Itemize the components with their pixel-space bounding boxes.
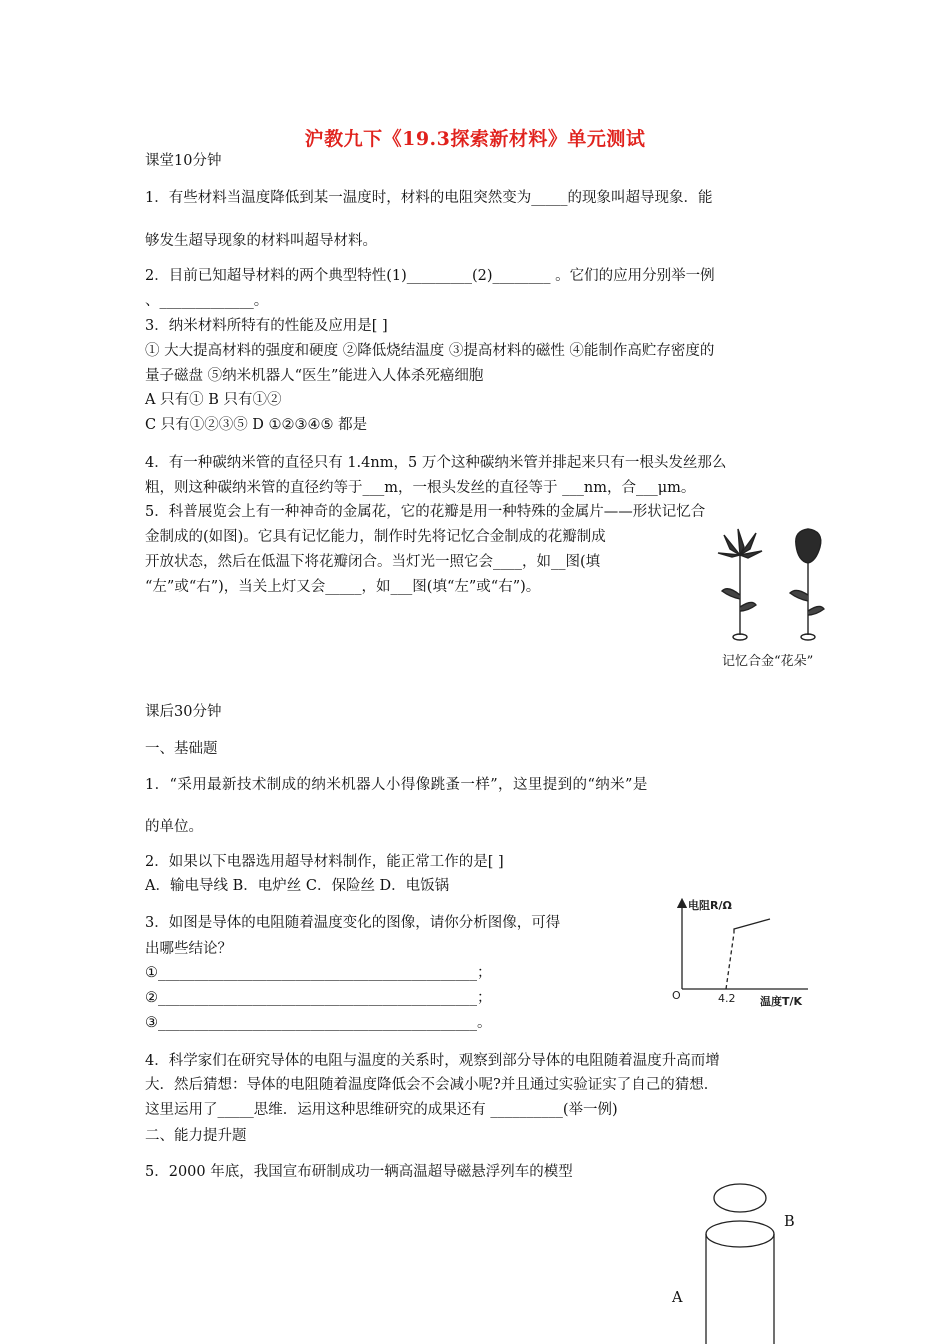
- question-5-line-2: 金制成的(如图)。它具有记忆能力，制作时先将记忆合金制成的花瓣制成: [145, 529, 606, 545]
- graph-y-label: 电阻R/Ω: [688, 899, 732, 912]
- answer-blank-1: ①____________________________________________；: [145, 965, 492, 981]
- question-3-choices-ab: A 只有① B 只有①②: [145, 392, 282, 408]
- question-3-options-line-1: ① 大大提高材料的强度和硬度 ②降低烧结温度 ③提高材料的磁性 ④能制作高贮存密度的: [145, 343, 715, 359]
- basic-question-4-line-1: 4．科学家们在研究导体的电阻与温度的关系时，观察到部分导体的电阻随着温度升高而增: [145, 1053, 720, 1069]
- figure-label-a: A: [672, 1290, 683, 1306]
- basic-question-4-line-3: 这里运用了_____思维．运用这种思维研究的成果还有 __________(举一例): [145, 1102, 618, 1118]
- question-5-line-3: 开放状态，然后在低温下将花瓣闭合。当灯光一照它会____，如__图(填: [145, 554, 601, 570]
- graph-origin-label: O: [672, 989, 681, 1002]
- answer-blank-2: ②____________________________________________；: [145, 990, 492, 1006]
- graph-tick-label: 4.2: [718, 992, 736, 1005]
- basic-question-3-line-1: 3．如图是导体的电阻随着温度变化的图像，请你分析图像，可得: [145, 915, 561, 931]
- section-header-after-class: 课后30分钟: [145, 704, 222, 720]
- question-1-line-2: 够发生超导现象的材料叫超导材料。: [145, 233, 377, 249]
- memory-alloy-flower-figure: [700, 525, 840, 650]
- flower-figure-caption: 记忆合金“花朵”: [722, 654, 814, 669]
- question-2-line-2: 、_____________。: [145, 293, 269, 309]
- question-4-line-1: 4．有一种碳纳米管的直径只有 1.4nm，5 万个这种碳纳米管并排起来只有一根头发丝那么: [145, 455, 727, 471]
- basic-question-1-line-2: 的单位。: [145, 819, 203, 835]
- dashed-jump-line: [726, 933, 734, 989]
- part-2-header: 二、能力提升题: [145, 1128, 247, 1144]
- question-3-stem: 3．纳米材料所特有的性能及应用是[ ]: [145, 318, 388, 334]
- question-1-line-1: 1．有些材料当温度降低到某一温度时，材料的电阻突然变为_____的现象叫超导现象．能: [145, 190, 713, 206]
- basic-question-3-line-2: 出哪些结论？: [145, 941, 232, 957]
- basic-question-1-line-1: 1．“采用最新技术制成的纳米机器人小得像跳蚤一样”，这里提到的“纳米”是: [145, 777, 648, 793]
- open-flower-drawing: [718, 529, 762, 640]
- question-5-line-1: 5．科普展览会上有一种神奇的金属花，它的花瓣是用一种特殊的金属片——形状记忆合: [145, 504, 706, 520]
- question-4-line-2: 粗，则这种碳纳米管的直径约等于___m，一根头发丝的直径等于 ___nm，合___μm。: [145, 480, 696, 496]
- question-3-options-line-2: 量子磁盘 ⑤纳米机器人“医生”能进入人体杀死癌细胞: [145, 368, 484, 384]
- basic-question-4-line-2: 大．然后猜想：导体的电阻随着温度降低会不会减小呢?并且通过实验证实了自己的猜想．: [145, 1077, 719, 1093]
- superconductor-cylinder-a: [706, 1221, 774, 1344]
- graph-x-label: 温度T/K: [760, 995, 803, 1008]
- question-3-choices-cd: C 只有①②③⑤ D ①②③④⑤ 都是: [145, 417, 368, 433]
- basic-question-2-stem: 2．如果以下电器选用超导材料制作，能正常工作的是[ ]: [145, 854, 504, 870]
- question-5-line-4: “左”或“右”)，当关上灯又会_____，如___图(填“左”或“右”)。: [145, 579, 541, 595]
- maglev-model-figure: [690, 1180, 820, 1344]
- resistance-curve: [734, 919, 770, 933]
- page-title: 沪教九下《19.3探索新材料》单元测试: [304, 128, 646, 150]
- basic-question-2-options: A．输电导线 B．电炉丝 C．保险丝 D．电饭锅: [145, 878, 450, 894]
- floating-disc-b: [714, 1184, 766, 1212]
- figure-label-b: B: [784, 1214, 795, 1230]
- resistance-temperature-graph: [668, 895, 813, 1010]
- answer-blank-3: ③____________________________________________。: [145, 1015, 492, 1031]
- closed-flower-drawing: [790, 529, 824, 640]
- advanced-question-5-line-1: 5．2000 年底，我国宣布研制成功一辆高温超导磁悬浮列车的模型: [145, 1164, 573, 1180]
- question-2-line-1: 2．目前已知超导材料的两个典型特性(1)_________(2)________ 。它们的应用分别举一例: [145, 268, 715, 284]
- section-header-class: 课堂10分钟: [145, 153, 222, 169]
- part-1-header: 一、基础题: [145, 741, 218, 757]
